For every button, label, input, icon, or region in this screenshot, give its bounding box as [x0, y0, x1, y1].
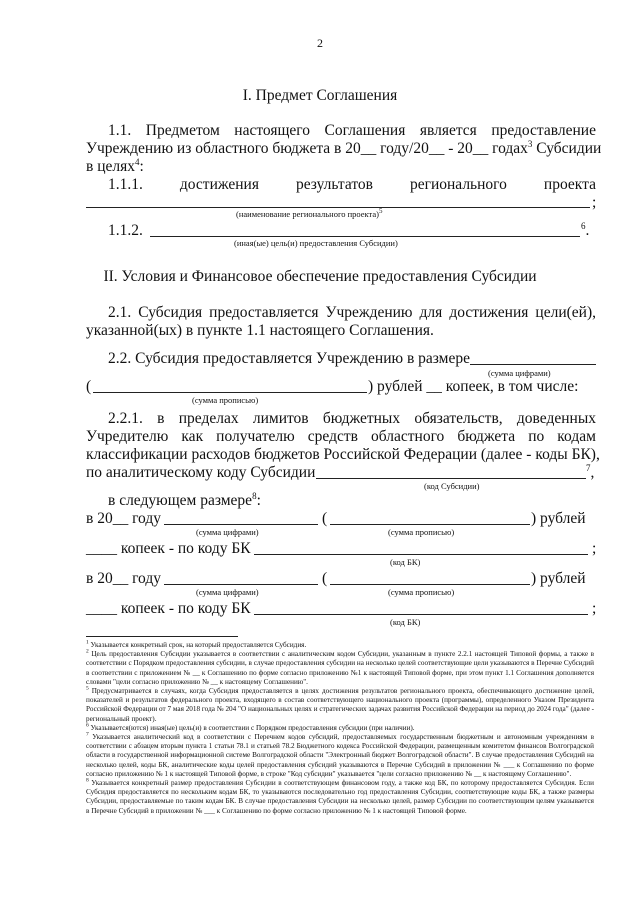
p11-line3: в целях$^4$: — [86, 156, 144, 175]
p21-line2: указанной(ых) в пункте 1.1 настоящего Соглашения. — [86, 322, 434, 339]
p22-caption-words: (сумма прописью) — [192, 395, 259, 405]
year-1-bk-line — [254, 554, 588, 555]
year-2-end: ; — [592, 600, 597, 617]
p22-sum-words-line — [93, 392, 367, 393]
page-number: 2 — [317, 36, 323, 50]
year-2-kopeks: ____ копеек - по коду БК — [86, 600, 251, 617]
year-2-caption-digits: (сумма цифрами) — [196, 587, 259, 597]
p221-caption-subsidy-code: (код Субсидии) — [424, 481, 480, 491]
p221-subsidy-code-line — [316, 478, 586, 479]
p111-caption: (наименование регионального проекта)$^5$ — [236, 207, 383, 219]
footnotes — [86, 641, 594, 816]
year-2-sum-words-line — [330, 584, 530, 585]
year-1-end: ; — [592, 540, 597, 557]
year-1-caption-bk: (код БК) — [390, 557, 421, 567]
p221-line2: Учредителю как получателю средств областного бюджета по кодам — [86, 428, 596, 445]
year-1-sum-digits-line — [164, 524, 318, 525]
section-1-heading: I. Предмет Соглашения — [242, 87, 398, 104]
year-2-rubles: ) рублей — [531, 570, 586, 587]
year-2-open-paren: ( — [322, 570, 328, 587]
year-1-caption-words: (сумма прописью) — [388, 527, 455, 537]
footnote-separator — [86, 636, 238, 637]
year-1-kopeks: ____ копеек - по коду БК — [86, 540, 251, 557]
p22-caption-digits: (сумма цифрами) — [488, 368, 551, 378]
p111-fill-line — [86, 207, 590, 208]
p221-line4-end: $^7$, — [586, 462, 595, 481]
year-1-caption-digits: (сумма цифрами) — [196, 527, 259, 537]
p221-line4: по аналитическому коду Субсидии — [86, 464, 316, 481]
year-1-label: в 20__ году — [86, 510, 161, 527]
year-2-caption-words: (сумма прописью) — [388, 587, 455, 597]
year-2-caption-bk: (код БК) — [390, 617, 421, 627]
footnote-2: $^2$ Цель предоставления Субсидии указывается в соответствии с аналитическим кодом Субсидии, указанным в пункте 2.2.1 настоящей Типовой формы, а также в соответствии с Порядком предоставления субсидии, в случае предоставления субсидии на несколько целей соответствующие цели указываются в Перечне Субсидий в соответствии с приложением № __ к Соглашению по форме согласно приложению №1 к настоящей Типовой форме, при этом пункт 1.1 Соглашения дополняется словами "цели согласно приложению № __ к настоящему Соглашению". — [86, 648, 594, 686]
footnote-8: $^8$ Указывается конкретный размер предоставления Субсидии в соответствующем финансовом году, а также код БК, по которому предоставляется Субсидия. Если Субсидия предоставляется по нескольким кодам БК, то указываются последовательно год предоставления Субсидии, соответствующие коды БК, а также размеры Субсидии, предоставляемые по таким кодам БК. В случае предоставления Субсидии на несколько целей, размер Субсидии по соответствующим целям указывается в Перечне Субсидий в приложении № ___ к Соглашению по форме согласно приложению № 1 к настоящей Типовой форме. — [86, 777, 594, 815]
p22-line1: 2.2. Субсидия предоставляется Учреждению в размере — [108, 350, 471, 367]
year-2-sum-digits-line — [164, 584, 318, 585]
p22-open-paren: ( — [86, 378, 92, 395]
p112-end: $^6$. — [581, 220, 590, 239]
p112-fill-line — [150, 236, 580, 237]
p111-line1: 1.1.1. достижения результатов регионального проекта — [108, 176, 596, 193]
next-amount: в следующем размере$^8$: — [108, 490, 261, 509]
footnote-7: $^7$ Указывается аналитический код в соответствии с Перечнем кодов субсидий, предоставляемых государственным бюджетным и автономным учреждениям в соответствии с абзацем вторым пункта 1 статьи 78.1 и статьей 78.2 Бюджетного кодекса Российской Федерации, размещенным комитетом финансов Волгоградской области в государственной информационной системе Волгоградской области "Электронный бюджет Волгоградской области". В случае предоставления Субсидий на несколько целей, коды БК, аналитические коды целей предоставления субсидий указываются в Перечне Субсидий в приложении № ___ к Соглашению по форме согласно приложению № 1 к настоящей Типовой форме, в строке "Код субсидии" указывается "цели согласно приложению № __ к настоящему Соглашению". — [86, 731, 594, 778]
year-1-open-paren: ( — [322, 510, 328, 527]
p11-line2: Учреждению из областного бюджета в 20__ году/20__ - 20__ годах$^3$ Субсидии — [86, 138, 602, 157]
p112-label: 1.1.2. — [108, 222, 143, 239]
p112-caption: (иная(ые) цель(и) предоставления Субсидии) — [234, 238, 398, 248]
footnote-6: $^6$ Указывается(ются) иная(ые) цель(и) в соответствии с Порядком предоставления субсидии (при наличии). — [86, 722, 415, 732]
p221-line1: 2.2.1. в пределах лимитов бюджетных обязательств, доведенных — [108, 410, 596, 427]
section-2-heading: II. Условия и Финансовое обеспечение предоставления Субсидии — [103, 268, 537, 285]
year-2-label: в 20__ году — [86, 570, 161, 587]
p11-line1: 1.1. Предметом настоящего Соглашения является предоставление — [108, 122, 596, 139]
p221-line3: классификации расходов бюджетов Российской Федерации (далее - коды БК), — [86, 446, 600, 463]
p111-end: ; — [592, 194, 597, 211]
footnote-1: $^1$ Указывается конкретный срок, на который предоставляется Субсидия. — [86, 639, 307, 649]
p22-sum-digits-line — [470, 364, 596, 365]
year-1-sum-words-line — [330, 524, 530, 525]
year-1-rubles: ) рублей — [531, 510, 586, 527]
p21-line1: 2.1. Субсидия предоставляется Учреждению для достижения цели(ей), — [108, 304, 596, 321]
footnote-5: $^5$ Предусматривается в случаях, когда Субсидия предоставляется в целях достижения результатов регионального проекта, обеспечивающего достижение целей, показателей и результатов федерального проекта, входящего в состав соответствующего национального проекта (программы), определенного Указом Президента Российской Федерации от 7 мая 2018 года № 204 "О национальных целях и стратегических задачах развития Российской Федерации на период до 2024 года" (далее - региональный проект). — [86, 685, 594, 723]
year-2-bk-line — [254, 614, 588, 615]
p22-line2-tail: ) рублей __ копеек, в том числе: — [368, 378, 579, 395]
